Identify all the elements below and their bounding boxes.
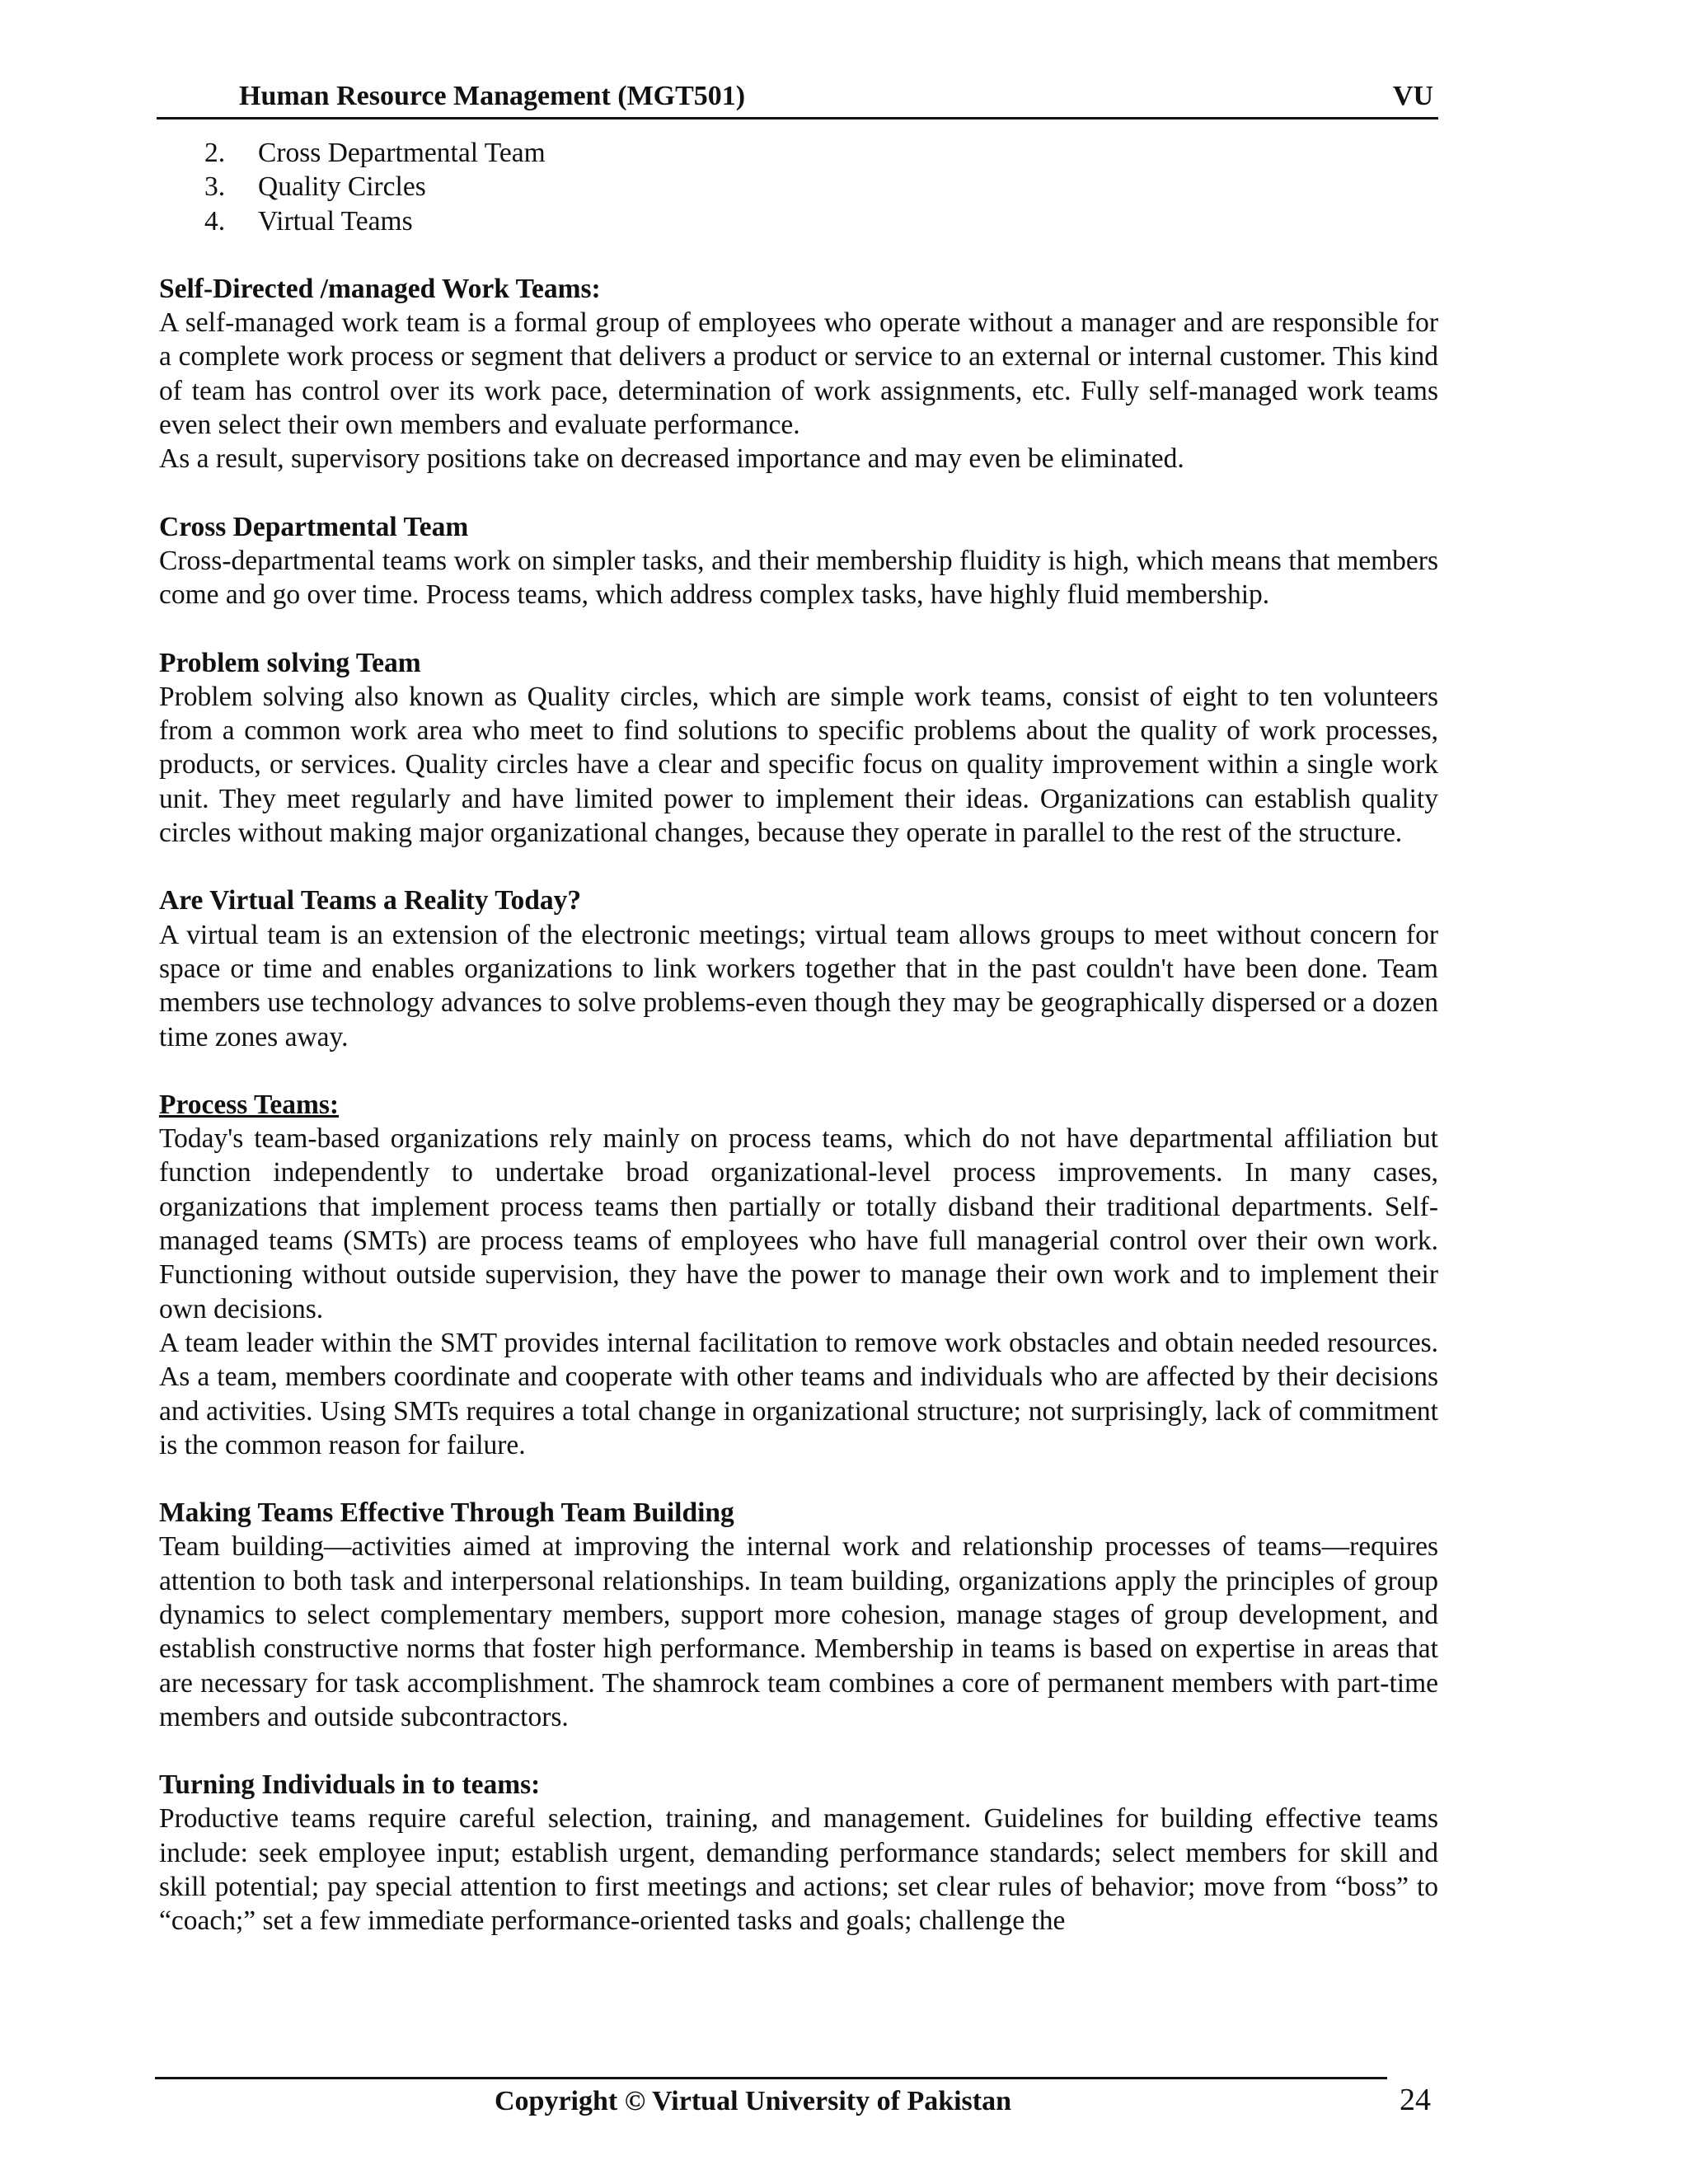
section-self-directed-teams [159,272,1438,476]
list-item-number: 4. [204,205,226,237]
list-item-text: Virtual Teams [258,205,413,237]
paragraph: A virtual team is an extension of the electronic meetings; virtual team allows groups to meet without concern for space or time and enables organizations to link workers together that in the past couldn't have been done. Team members use technology advances to solve problems-even though they may be geographically dispersed or a dozen time zones away. [159,919,1438,1052]
section-turning-individuals-into-teams [159,1768,1438,1938]
paragraph: Team building—activities aimed at improving the internal work and relationship processes of teams—requires attention to both task and interpersonal relationships. In team building, organizations apply the principles of group dynamics to select complementary members, support more cohesion, manage stages of group development, and establish constructive norms that foster high performance. Membership in teams is based on expertise in areas that are necessary for task accomplishment. The shamrock team combines a core of permanent members with part-time members and outside subcontractors. [159,1531,1438,1732]
section-heading: Making Teams Effective Through Team Building [159,1497,734,1529]
section-heading: Problem solving Team [159,647,421,678]
section-heading: Process Teams: [159,1089,340,1120]
institution-abbrev: VU [1392,81,1433,111]
course-title: Human Resource Management (MGT501) [239,81,746,111]
list-item [159,170,1438,204]
section-heading: Cross Departmental Team [159,511,469,542]
paragraph: As a result, supervisory positions take on decreased importance and may even be eliminated. [159,443,1184,475]
paragraph: A team leader within the SMT provides internal facilitation to remove work obstacles and obtain needed resources. As a team, members coordinate and cooperate with other teams and individuals who are affected by their decisions and activities. Using SMTs requires a total change in organizational structure; not surprisingly, lack of commitment is the common reason for failure. [159,1327,1438,1460]
section-heading: Are Virtual Teams a Reality Today? [159,885,582,916]
paragraph: Today's team-based organizations rely mainly on process teams, which do not have departmental affiliation but function independently to undertake broad organizational-level process improvements. In many cases, organizations that implement process teams then partially or totally disband their traditional departments. Self-managed teams (SMTs) are process teams of employees who have full managerial control over their own work. Functioning without outside supervision, they have the power to manage their own work and to implement their own decisions. [159,1123,1438,1324]
page-header [157,78,1438,120]
section-process-teams [159,1088,1438,1462]
page-content [159,136,1438,1938]
team-types-list [159,136,1438,238]
section-heading: Turning Individuals in to teams: [159,1769,541,1801]
section-virtual-teams [159,883,1438,1053]
section-team-building [159,1496,1438,1734]
paragraph: Problem solving also known as Quality circles, which are simple work teams, consist of eight to ten volunteers from a common work area who meet to find solutions to specific problems about the quality of work processes, products, or services. Quality circles have a clear and specific focus on quality improvement within a single work unit. They meet regularly and have limited power to implement their ideas. Organizations can establish quality circles without making major organizational changes, because they operate in parallel to the rest of the structure. [159,681,1438,849]
section-heading: Self-Directed /managed Work Teams: [159,273,601,304]
list-item-number: 3. [204,171,226,203]
section-cross-departmental-team [159,510,1438,612]
list-item-number: 2. [204,138,226,168]
paragraph: A self-managed work team is a formal group of employees who operate without a manager and are responsible for a complete work process or segment that delivers a product or service to an external or internal customer. This kind of team has control over its work pace, determination of work assignments, etc. Fully self-managed work teams even select their own members and evaluate performance. [159,307,1438,441]
list-item-text: Quality Circles [258,171,426,203]
section-problem-solving-team [159,646,1438,851]
footer-divider [155,2077,1387,2079]
paragraph: Cross-departmental teams work on simpler tasks, and their membership fluidity is high, which means that members come and go over time. Process teams, which address complex tasks, have highly fluid membership. [159,545,1438,611]
copyright-notice: Copyright © Virtual University of Pakistan [495,2086,1012,2116]
list-item [159,204,1438,238]
list-item-text: Cross Departmental Team [258,138,546,168]
list-item [159,136,1438,170]
page-number: 24 [1400,2083,1431,2117]
paragraph: Productive teams require careful selection, training, and management. Guidelines for building effective teams include: seek employee input; establish urgent, demanding performance standards; select members for skill and skill potential; pay special attention to first meetings and actions; set clear rules of behavior; move from “boss” to “coach;” set a few immediate performance-oriented tasks and goals; challenge the [159,1803,1438,1937]
